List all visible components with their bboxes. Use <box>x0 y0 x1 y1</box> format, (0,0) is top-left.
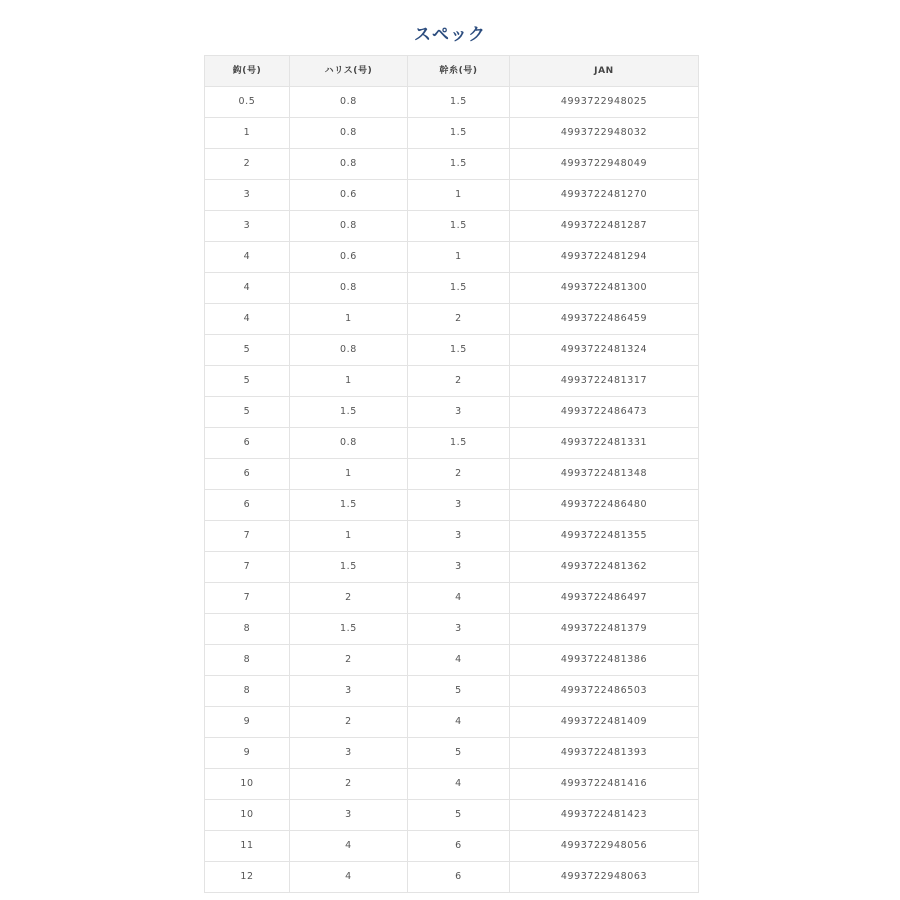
cell-leader-line: 0.8 <box>290 149 408 180</box>
cell-leader-line: 0.8 <box>290 87 408 118</box>
table-row <box>205 769 699 800</box>
cell-main-line: 2 <box>408 366 510 397</box>
cell-main-line: 2 <box>408 459 510 490</box>
header-row <box>205 56 699 87</box>
cell-jan-code: 4993722481294 <box>510 242 699 273</box>
cell-jan-code: 4993722486503 <box>510 676 699 707</box>
cell-jan-code: 4993722481348 <box>510 459 699 490</box>
cell-jan-code: 4993722481270 <box>510 180 699 211</box>
table-row <box>205 180 699 211</box>
table-row <box>205 552 699 583</box>
cell-hook-size: 9 <box>205 738 290 769</box>
cell-main-line: 4 <box>408 645 510 676</box>
table-row <box>205 304 699 335</box>
cell-leader-line: 1 <box>290 459 408 490</box>
cell-main-line: 6 <box>408 862 510 893</box>
cell-main-line: 3 <box>408 490 510 521</box>
cell-leader-line: 1.5 <box>290 397 408 428</box>
spec-table-body <box>205 87 699 893</box>
cell-hook-size: 6 <box>205 490 290 521</box>
cell-main-line: 3 <box>408 614 510 645</box>
cell-main-line: 1 <box>408 180 510 211</box>
cell-jan-code: 4993722481393 <box>510 738 699 769</box>
cell-hook-size: 9 <box>205 707 290 738</box>
cell-hook-size: 5 <box>205 335 290 366</box>
cell-jan-code: 4993722481416 <box>510 769 699 800</box>
table-row <box>205 614 699 645</box>
cell-jan-code: 4993722481379 <box>510 614 699 645</box>
table-row <box>205 707 699 738</box>
cell-main-line: 5 <box>408 676 510 707</box>
cell-main-line: 1.5 <box>408 273 510 304</box>
cell-main-line: 6 <box>408 831 510 862</box>
cell-jan-code: 4993722486497 <box>510 583 699 614</box>
cell-main-line: 3 <box>408 397 510 428</box>
cell-leader-line: 3 <box>290 800 408 831</box>
cell-leader-line: 0.8 <box>290 335 408 366</box>
cell-leader-line: 3 <box>290 676 408 707</box>
table-row <box>205 242 699 273</box>
spec-table <box>204 55 699 893</box>
cell-hook-size: 7 <box>205 552 290 583</box>
cell-main-line: 4 <box>408 583 510 614</box>
cell-leader-line: 3 <box>290 738 408 769</box>
cell-jan-code: 4993722486480 <box>510 490 699 521</box>
table-row <box>205 366 699 397</box>
cell-main-line: 1.5 <box>408 149 510 180</box>
cell-leader-line: 0.8 <box>290 118 408 149</box>
cell-jan-code: 4993722481300 <box>510 273 699 304</box>
cell-jan-code: 4993722948025 <box>510 87 699 118</box>
table-row <box>205 800 699 831</box>
cell-leader-line: 0.8 <box>290 273 408 304</box>
cell-main-line: 4 <box>408 769 510 800</box>
cell-leader-line: 0.6 <box>290 180 408 211</box>
table-row <box>205 428 699 459</box>
cell-hook-size: 8 <box>205 645 290 676</box>
table-row <box>205 149 699 180</box>
cell-hook-size: 6 <box>205 459 290 490</box>
cell-hook-size: 0.5 <box>205 87 290 118</box>
cell-leader-line: 2 <box>290 645 408 676</box>
cell-leader-line: 1.5 <box>290 490 408 521</box>
cell-leader-line: 0.8 <box>290 428 408 459</box>
cell-leader-line: 1.5 <box>290 552 408 583</box>
cell-hook-size: 10 <box>205 769 290 800</box>
table-row <box>205 87 699 118</box>
cell-leader-line: 1 <box>290 366 408 397</box>
page-title: スペック <box>414 25 486 46</box>
cell-jan-code: 4993722481386 <box>510 645 699 676</box>
table-row <box>205 676 699 707</box>
cell-main-line: 1.5 <box>408 211 510 242</box>
cell-hook-size: 3 <box>205 180 290 211</box>
cell-hook-size: 7 <box>205 583 290 614</box>
table-row <box>205 645 699 676</box>
table-row <box>205 583 699 614</box>
table-row <box>205 335 699 366</box>
cell-hook-size: 3 <box>205 211 290 242</box>
table-row <box>205 118 699 149</box>
header-leader-line: ハリス(号) <box>290 56 408 87</box>
cell-main-line: 5 <box>408 800 510 831</box>
table-row <box>205 831 699 862</box>
cell-hook-size: 8 <box>205 676 290 707</box>
cell-hook-size: 4 <box>205 304 290 335</box>
cell-jan-code: 4993722948063 <box>510 862 699 893</box>
header-hook-size: 鈎(号) <box>205 56 290 87</box>
cell-leader-line: 1 <box>290 521 408 552</box>
header-jan-code: JAN <box>510 56 699 87</box>
cell-main-line: 3 <box>408 521 510 552</box>
cell-jan-code: 4993722486473 <box>510 397 699 428</box>
cell-jan-code: 4993722481362 <box>510 552 699 583</box>
cell-hook-size: 6 <box>205 428 290 459</box>
cell-jan-code: 4993722486459 <box>510 304 699 335</box>
cell-hook-size: 2 <box>205 149 290 180</box>
table-row <box>205 862 699 893</box>
cell-jan-code: 4993722481324 <box>510 335 699 366</box>
table-row <box>205 521 699 552</box>
cell-main-line: 5 <box>408 738 510 769</box>
table-row <box>205 397 699 428</box>
cell-main-line: 4 <box>408 707 510 738</box>
cell-leader-line: 1 <box>290 304 408 335</box>
cell-jan-code: 4993722481409 <box>510 707 699 738</box>
cell-jan-code: 4993722948049 <box>510 149 699 180</box>
cell-jan-code: 4993722481317 <box>510 366 699 397</box>
cell-leader-line: 0.6 <box>290 242 408 273</box>
cell-hook-size: 11 <box>205 831 290 862</box>
cell-leader-line: 2 <box>290 707 408 738</box>
cell-jan-code: 4993722481287 <box>510 211 699 242</box>
table-row <box>205 211 699 242</box>
cell-jan-code: 4993722481355 <box>510 521 699 552</box>
spec-table-header <box>205 56 699 87</box>
cell-jan-code: 4993722948056 <box>510 831 699 862</box>
cell-jan-code: 4993722948032 <box>510 118 699 149</box>
cell-leader-line: 0.8 <box>290 211 408 242</box>
cell-hook-size: 7 <box>205 521 290 552</box>
cell-hook-size: 4 <box>205 242 290 273</box>
cell-leader-line: 2 <box>290 583 408 614</box>
cell-leader-line: 4 <box>290 831 408 862</box>
cell-main-line: 3 <box>408 552 510 583</box>
cell-main-line: 1.5 <box>408 335 510 366</box>
header-main-line: 幹糸(号) <box>408 56 510 87</box>
table-row <box>205 490 699 521</box>
cell-hook-size: 5 <box>205 366 290 397</box>
cell-jan-code: 4993722481331 <box>510 428 699 459</box>
cell-main-line: 1.5 <box>408 118 510 149</box>
cell-main-line: 1.5 <box>408 87 510 118</box>
table-row <box>205 738 699 769</box>
cell-leader-line: 1.5 <box>290 614 408 645</box>
table-row <box>205 459 699 490</box>
cell-main-line: 1.5 <box>408 428 510 459</box>
cell-hook-size: 1 <box>205 118 290 149</box>
cell-jan-code: 4993722481423 <box>510 800 699 831</box>
cell-hook-size: 12 <box>205 862 290 893</box>
cell-leader-line: 4 <box>290 862 408 893</box>
cell-leader-line: 2 <box>290 769 408 800</box>
cell-hook-size: 5 <box>205 397 290 428</box>
table-row <box>205 273 699 304</box>
cell-hook-size: 8 <box>205 614 290 645</box>
cell-hook-size: 10 <box>205 800 290 831</box>
cell-main-line: 1 <box>408 242 510 273</box>
cell-hook-size: 4 <box>205 273 290 304</box>
cell-main-line: 2 <box>408 304 510 335</box>
